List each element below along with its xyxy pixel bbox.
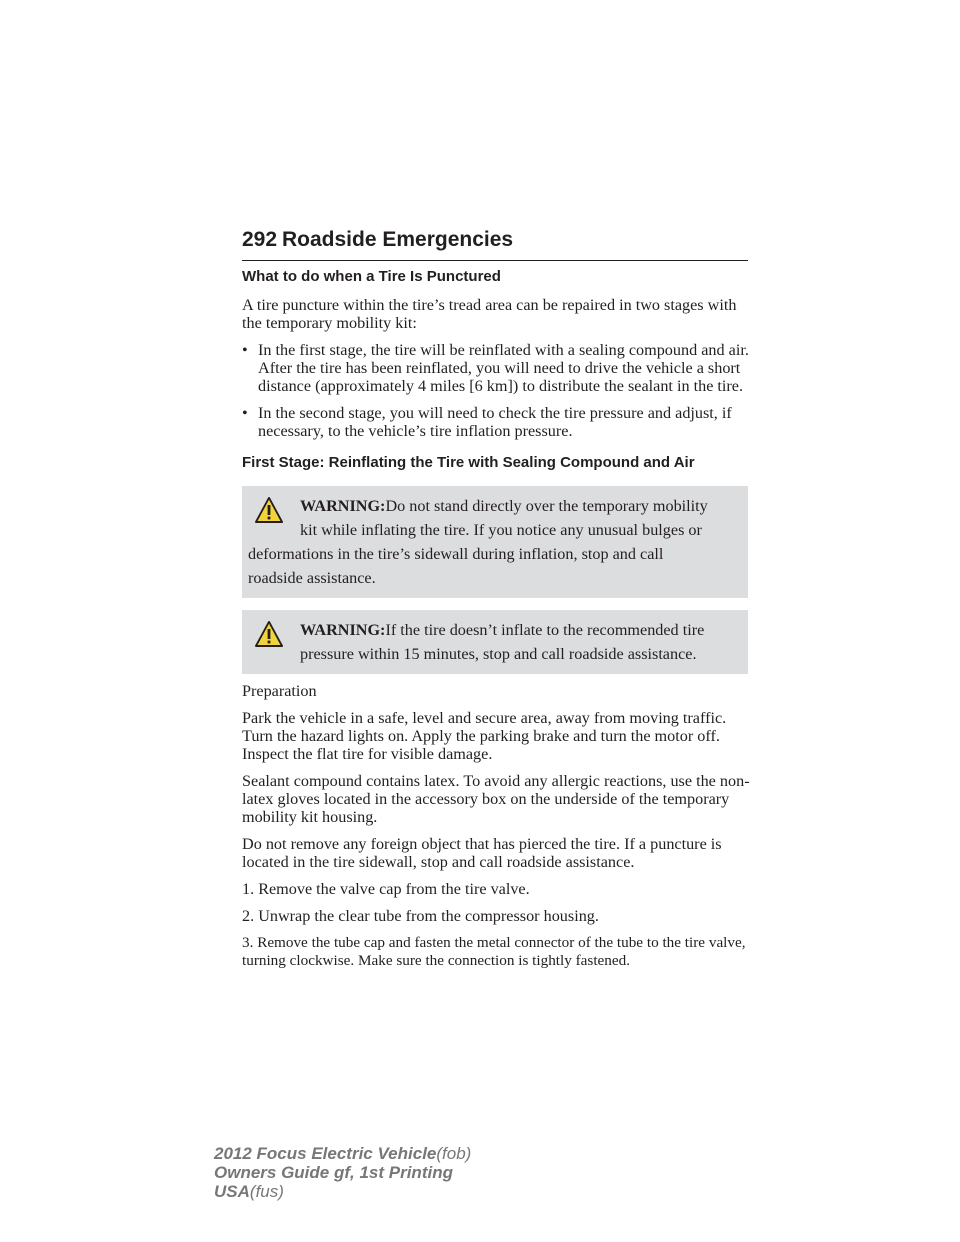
bullet-glyph: • [242,404,248,422]
warning-box-1 [242,486,748,598]
warning-text-line: If the tire doesn’t inflate to the recommended tire [385,621,705,639]
paragraph-foreign-object: Do not remove any foreign object that has pierced the tire. If a puncture is located in the tire sidewall, stop and call roadside assistance. [242,835,722,871]
bullet-text: In the first stage, the tire will be reinflated with a sealing compound and air. After the tire has been reinflated, you will need to drive the vehicle a short distance (approximately 4 miles [6 km]) to distribute the sealant in the tire. [258,341,749,395]
page-content [242,268,752,979]
footer-market: USA [214,1182,250,1201]
warning-text-line: roadside assistance. [248,569,376,587]
warning-label: WARNING: [300,497,386,515]
paragraph-sealant: Sealant compound contains latex. To avoid any allergic reactions, use the non-latex gloves located in the accessory box on the underside of the temporary mobility kit housing. [242,772,750,826]
warning-label: WARNING: [300,621,386,639]
footer-guide: Owners Guide gf, 1st Printing [214,1163,453,1182]
bullet-glyph: • [242,341,248,359]
list-item [242,341,752,395]
header-rule [242,260,748,261]
intro-paragraph: A tire puncture within the tire’s tread area can be repaired in two stages with the temporary mobility kit: [242,296,737,332]
warning-text-line: deformations in the tire’s sidewall during inflation, stop and call [248,545,664,563]
footer-market-code: (fus) [249,1182,284,1201]
stage-list [242,341,752,440]
footer-model-code: (fob) [436,1144,472,1163]
document-footer [214,1144,471,1201]
section-heading-puncture: What to do when a Tire Is Punctured [242,268,501,285]
footer-model: 2012 Focus Electric Vehicle [214,1144,437,1163]
bullet-text: In the second stage, you will need to check the tire pressure and adjust, if necessary, to the vehicle’s tire inflation pressure. [258,404,732,440]
list-item [242,404,752,440]
chapter-title: Roadside Emergencies [282,228,514,251]
step-3: 3. Remove the tube cap and fasten the metal connector of the tube to the tire valve, turning clockwise. Make sure the connection is tightly fastened. [242,934,746,969]
section-heading-first-stage: First Stage: Reinflating the Tire with Sealing Compound and Air [242,454,695,471]
page-number: 292 [242,228,278,251]
step-2: 2. Unwrap the clear tube from the compressor housing. [242,907,599,925]
warning-box-2 [242,610,748,674]
step-1: 1. Remove the valve cap from the tire valve. [242,880,530,898]
paragraph-park: Park the vehicle in a safe, level and secure area, away from moving traffic. Turn the hazard lights on. Apply the parking brake and turn the motor off. Inspect the flat tire for visible damage. [242,709,727,763]
warning-triangle-icon [254,620,284,648]
warning-text-line: Do not stand directly over the temporary mobility [385,497,708,515]
warning-text-line: kit while inflating the tire. If you notice any unusual bulges or [300,521,702,539]
warning-text-line: pressure within 15 minutes, stop and call roadside assistance. [300,645,697,663]
warning-triangle-icon [254,496,284,524]
preparation-label: Preparation [242,682,317,700]
